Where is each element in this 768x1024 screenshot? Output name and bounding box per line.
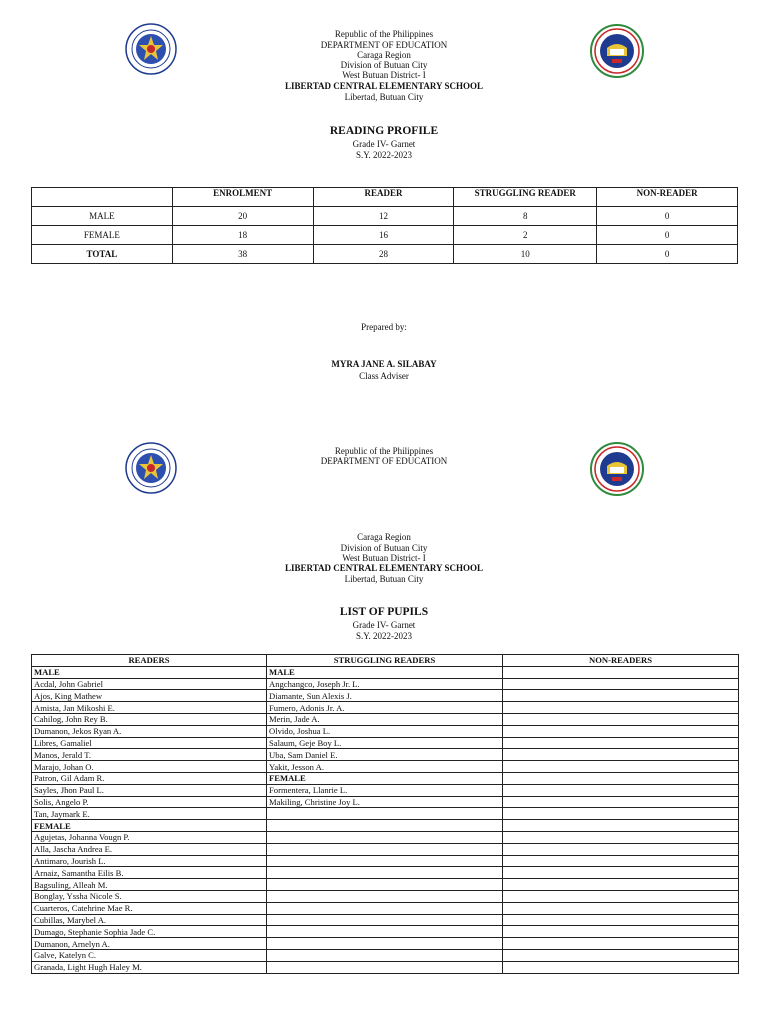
header-country: Republic of the Philippines <box>334 446 434 456</box>
table-header-cell: STRUGGLING READERS <box>267 655 503 667</box>
header-division: Division of Butuan City <box>340 60 428 70</box>
prepared-by-label: Prepared by: <box>361 322 407 332</box>
table-cell: Alla, Jascha Andrea E. <box>32 843 267 855</box>
table-cell: Diamante, Sun Alexis J. <box>267 690 503 702</box>
table-cell <box>267 831 503 843</box>
table-cell <box>503 737 739 749</box>
table-cell <box>267 808 503 820</box>
table-cell: Dumanon, Jekos Ryan A. <box>32 725 267 737</box>
table-row <box>32 926 739 938</box>
table-header-row <box>32 655 739 667</box>
table-row <box>32 761 739 773</box>
header-department: DEPARTMENT OF EDUCATION <box>320 40 448 50</box>
table-row <box>32 713 739 725</box>
header-country: Republic of the Philippines <box>334 29 434 39</box>
table-cell: FEMALE <box>32 820 267 832</box>
table-header-cell <box>32 188 173 207</box>
table-cell: Dumago, Stephanie Sophia Jade C. <box>32 926 267 938</box>
table-cell: 0 <box>597 245 738 264</box>
table-row <box>32 879 739 891</box>
table-cell <box>267 961 503 973</box>
table-cell <box>267 867 503 879</box>
table-row <box>32 820 739 832</box>
table-cell <box>267 890 503 902</box>
table-cell <box>503 690 739 702</box>
table-cell: Bagsuling, Alleah M. <box>32 879 267 891</box>
table-cell <box>267 926 503 938</box>
table-cell <box>503 867 739 879</box>
table-cell: 20 <box>172 207 313 226</box>
header-department: DEPARTMENT OF EDUCATION <box>320 456 448 466</box>
table-cell <box>267 843 503 855</box>
table-cell <box>267 902 503 914</box>
table-cell <box>503 949 739 961</box>
table-cell <box>503 879 739 891</box>
table-cell: Agujetas, Johanna Vougn P. <box>32 831 267 843</box>
table-cell: Dumanon, Arnelyn A. <box>32 938 267 950</box>
table-cell: 38 <box>172 245 313 264</box>
table-cell <box>503 808 739 820</box>
table-header-cell: NON-READER <box>597 188 738 207</box>
table-row <box>32 902 739 914</box>
table-cell <box>267 855 503 867</box>
table-header-cell: READERS <box>32 655 267 667</box>
table-row <box>32 678 739 690</box>
header-school-name: LIBERTAD CENTRAL ELEMENTARY SCHOOL <box>285 563 483 573</box>
table-row <box>32 666 739 678</box>
table-row <box>32 796 739 808</box>
table-cell <box>503 938 739 950</box>
table-row <box>32 772 739 784</box>
table-row <box>32 749 739 761</box>
table-cell: MALE <box>32 666 267 678</box>
table-row <box>32 961 739 973</box>
table-cell: Tan, Jaymark E. <box>32 808 267 820</box>
table-total-row <box>32 245 738 264</box>
table-cell: 28 <box>313 245 454 264</box>
table-cell <box>503 820 739 832</box>
reading-profile-sy: S.Y. 2022-2023 <box>355 150 413 160</box>
table-row <box>32 226 738 245</box>
table-cell: Ajos, King Mathew <box>32 690 267 702</box>
table-cell: Olvido, Joshua L. <box>267 725 503 737</box>
table-cell: Solis, Angelo P. <box>32 796 267 808</box>
table-cell: Amista, Jan Mikoshi E. <box>32 702 267 714</box>
table-cell <box>503 902 739 914</box>
table-cell: Manos, Jerald T. <box>32 749 267 761</box>
table-cell <box>503 843 739 855</box>
table-cell: Formentera, Llanrie L. <box>267 784 503 796</box>
table-cell <box>267 914 503 926</box>
table-cell: Salaum, Geje Boy L. <box>267 737 503 749</box>
adviser-role: Class Adviser <box>359 371 409 381</box>
table-row <box>32 690 739 702</box>
header-school-name: LIBERTAD CENTRAL ELEMENTARY SCHOOL <box>285 81 483 91</box>
table-cell <box>503 914 739 926</box>
table-header-cell: NON-READERS <box>503 655 739 667</box>
table-row <box>32 725 739 737</box>
table-cell: Arnaiz, Samantha Eilis B. <box>32 867 267 879</box>
table-cell <box>267 879 503 891</box>
table-row <box>32 843 739 855</box>
reading-profile-grade: Grade IV- Garnet <box>352 139 416 149</box>
table-row <box>32 855 739 867</box>
table-cell: Angchangco, Joseph Jr. L. <box>267 678 503 690</box>
table-cell: MALE <box>267 666 503 678</box>
table-cell <box>503 749 739 761</box>
header-address: Libertad, Butuan City <box>344 574 424 584</box>
table-header-cell: READER <box>313 188 454 207</box>
header-region: Caraga Region <box>357 50 411 60</box>
table-cell: 10 <box>454 245 597 264</box>
table-row <box>32 784 739 796</box>
table-cell: TOTAL <box>32 245 173 264</box>
table-header-row <box>32 188 738 207</box>
table-header-cell: STRUGGLING READER <box>454 188 597 207</box>
table-cell: 12 <box>313 207 454 226</box>
table-cell: Bonglay, Yssha Nicole S. <box>32 890 267 902</box>
table-cell: Cubillas, Marybel A. <box>32 914 267 926</box>
table-cell <box>503 796 739 808</box>
header-region: Caraga Region <box>357 532 411 542</box>
table-cell <box>267 949 503 961</box>
list-of-pupils-grade: Grade IV- Garnet <box>352 620 416 630</box>
list-of-pupils-title: LIST OF PUPILS <box>339 606 429 618</box>
table-row <box>32 914 739 926</box>
table-row <box>32 737 739 749</box>
table-cell: Sayles, Jhon Paul L. <box>32 784 267 796</box>
table-cell: 0 <box>597 207 738 226</box>
table-cell: FEMALE <box>267 772 503 784</box>
table-cell <box>503 855 739 867</box>
table-row <box>32 938 739 950</box>
reading-profile-title: READING PROFILE <box>329 125 439 137</box>
table-cell: Patron, Gil Adam R. <box>32 772 267 784</box>
table-row <box>32 702 739 714</box>
table-cell: Cahilog, John Rey B. <box>32 713 267 725</box>
table-cell: Fumero, Adonis Jr. A. <box>267 702 503 714</box>
adviser-name: MYRA JANE A. SILABAY <box>331 359 437 369</box>
table-cell: Granada, Light Hugh Haley M. <box>32 961 267 973</box>
table-cell: Yakit, Jesson A. <box>267 761 503 773</box>
table-row <box>32 949 739 961</box>
list-of-pupils-table <box>31 654 739 974</box>
table-cell <box>503 666 739 678</box>
table-cell: Makiling, Christine Joy L. <box>267 796 503 808</box>
table-cell: 8 <box>454 207 597 226</box>
header-address: Libertad, Butuan City <box>344 92 424 102</box>
table-cell: MALE <box>32 207 173 226</box>
table-cell: Merin, Jade A. <box>267 713 503 725</box>
table-row <box>32 831 739 843</box>
reading-profile-table <box>31 187 738 264</box>
table-cell: Acdal, John Gabriel <box>32 678 267 690</box>
table-cell <box>503 713 739 725</box>
header-division: Division of Butuan City <box>340 543 428 553</box>
table-cell: Marajo, Johan O. <box>32 761 267 773</box>
table-row <box>32 207 738 226</box>
table-cell <box>503 961 739 973</box>
table-cell <box>503 761 739 773</box>
table-cell <box>503 926 739 938</box>
header-district: West Butuan District- I <box>342 70 426 80</box>
table-cell <box>503 890 739 902</box>
table-cell: Libres, Gamaliel <box>32 737 267 749</box>
table-cell: 0 <box>597 226 738 245</box>
table-cell: FEMALE <box>32 226 173 245</box>
table-cell <box>503 831 739 843</box>
table-row <box>32 867 739 879</box>
table-cell <box>267 938 503 950</box>
table-header-cell: ENROLMENT <box>172 188 313 207</box>
table-cell: 18 <box>172 226 313 245</box>
table-cell: Uba, Sam Daniel E. <box>267 749 503 761</box>
table-cell <box>503 702 739 714</box>
table-cell <box>503 784 739 796</box>
table-cell <box>267 820 503 832</box>
table-cell: 16 <box>313 226 454 245</box>
list-of-pupils-sy: S.Y. 2022-2023 <box>355 631 413 641</box>
table-cell: Antimaro, Jourish L. <box>32 855 267 867</box>
table-row <box>32 890 739 902</box>
table-cell: 2 <box>454 226 597 245</box>
table-cell <box>503 725 739 737</box>
table-cell <box>503 772 739 784</box>
table-cell <box>503 678 739 690</box>
table-cell: Galve, Katelyn C. <box>32 949 267 961</box>
table-row <box>32 808 739 820</box>
header-district: West Butuan District- I <box>342 553 426 563</box>
table-cell: Cuarteros, Catehrine Mae R. <box>32 902 267 914</box>
